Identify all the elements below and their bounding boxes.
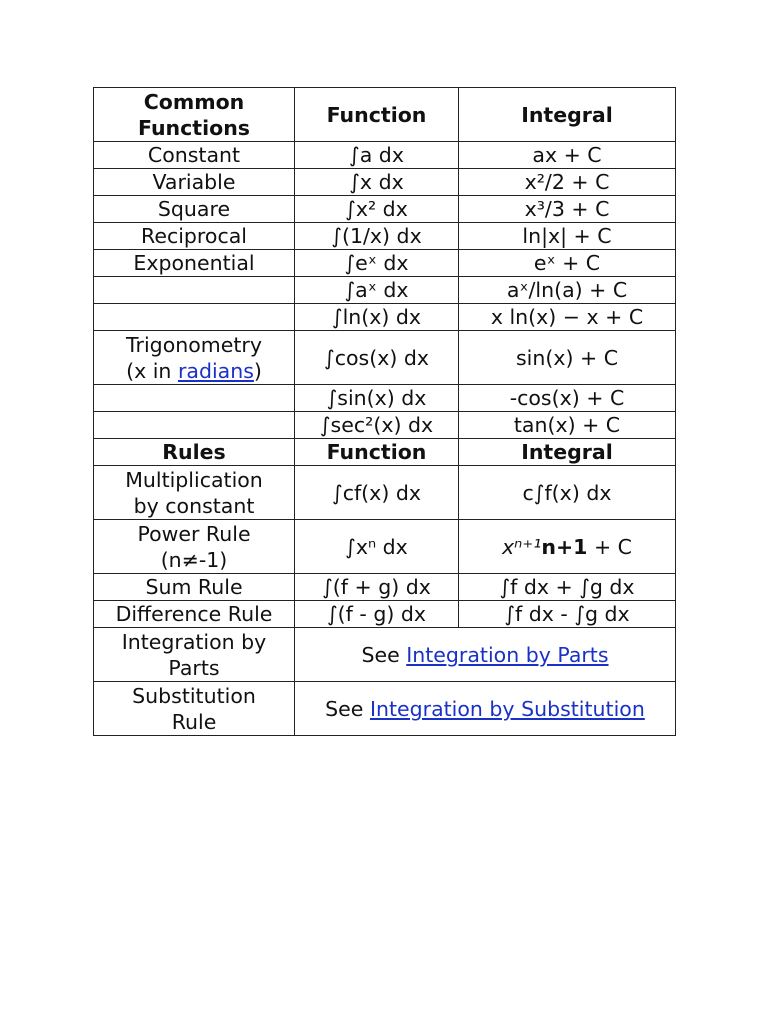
row-integral: eˣ + C <box>459 250 676 277</box>
table-header-row <box>94 88 676 142</box>
rule-function: ∫cf(x) dx <box>295 466 459 520</box>
row-integral: -cos(x) + C <box>459 385 676 412</box>
header-common-functions <box>94 88 295 142</box>
table-row <box>94 277 676 304</box>
trig-name <box>94 331 295 385</box>
rule-integral: ∫f dx - ∫g dx <box>459 601 676 628</box>
rule-name-line2: by constant <box>133 493 255 518</box>
integration-by-parts-link[interactable]: Integration by Parts <box>406 642 609 667</box>
rule-integral <box>459 520 676 574</box>
trig-name-line1: Trigonometry <box>126 332 262 357</box>
rule-name <box>94 682 295 736</box>
integrals-table <box>93 87 676 736</box>
rule-name <box>94 520 295 574</box>
row-function: ∫x² dx <box>295 196 459 223</box>
header-rules: Rules <box>94 439 295 466</box>
row-function: ∫(1/x) dx <box>295 223 459 250</box>
see-label: See <box>325 696 370 721</box>
table-row <box>94 142 676 169</box>
rule-row-sum <box>94 574 676 601</box>
rule-name: Sum Rule <box>94 574 295 601</box>
rule-name-line2: (n≠-1) <box>160 547 228 572</box>
header-common-line2: Functions <box>137 115 251 140</box>
rule-name-line1: Power Rule <box>137 521 251 546</box>
row-name: Constant <box>94 142 295 169</box>
row-integral: aˣ/ln(a) + C <box>459 277 676 304</box>
rule-integral: ∫f dx + ∫g dx <box>459 574 676 601</box>
row-function: ∫cos(x) dx <box>295 331 459 385</box>
row-name: Variable <box>94 169 295 196</box>
rule-row-substitution <box>94 682 676 736</box>
rule-row-parts <box>94 628 676 682</box>
rule-name <box>94 628 295 682</box>
rule-name: Difference Rule <box>94 601 295 628</box>
rule-function: ∫xⁿ dx <box>295 520 459 574</box>
row-name: Reciprocal <box>94 223 295 250</box>
radians-link[interactable]: radians <box>177 358 254 383</box>
table-row <box>94 196 676 223</box>
header-function: Function <box>295 88 459 142</box>
rule-name <box>94 466 295 520</box>
rule-row-power <box>94 520 676 574</box>
row-integral: tan(x) + C <box>459 412 676 439</box>
table-row <box>94 250 676 277</box>
table-row <box>94 412 676 439</box>
power-denominator: n+1 <box>541 534 588 559</box>
power-constant: + C <box>587 534 632 559</box>
row-function: ∫sin(x) dx <box>295 385 459 412</box>
substitution-see-cell <box>295 682 676 736</box>
row-integral: x³/3 + C <box>459 196 676 223</box>
table-row <box>94 169 676 196</box>
row-function: ∫ln(x) dx <box>295 304 459 331</box>
trig-suffix: ) <box>253 358 262 383</box>
row-function: ∫sec²(x) dx <box>295 412 459 439</box>
parts-see-cell <box>295 628 676 682</box>
rule-name-line1: Multiplication <box>125 467 263 492</box>
rules-header-row <box>94 439 676 466</box>
integration-by-substitution-link[interactable]: Integration by Substitution <box>369 696 645 721</box>
row-integral: ax + C <box>459 142 676 169</box>
header-integral: Integral <box>459 88 676 142</box>
rule-name-line1: Integration by <box>121 629 267 654</box>
row-name <box>94 277 295 304</box>
row-integral: x²/2 + C <box>459 169 676 196</box>
row-integral: ln|x| + C <box>459 223 676 250</box>
rule-name-line2: Parts <box>168 655 220 680</box>
row-name <box>94 412 295 439</box>
header-rules-function: Function <box>295 439 459 466</box>
header-common-line1: Common <box>143 89 245 114</box>
row-name <box>94 385 295 412</box>
row-function: ∫x dx <box>295 169 459 196</box>
row-name: Square <box>94 196 295 223</box>
table-row <box>94 304 676 331</box>
see-label: See <box>361 642 407 667</box>
power-numerator: xⁿ⁺¹ <box>502 534 542 559</box>
row-name <box>94 304 295 331</box>
rule-row-difference <box>94 601 676 628</box>
table-row <box>94 385 676 412</box>
trig-name-line2 <box>94 358 294 384</box>
row-integral: x ln(x) − x + C <box>459 304 676 331</box>
rule-name-line1: Substitution <box>132 683 256 708</box>
rule-name-line2: Rule <box>171 709 217 734</box>
row-function: ∫eˣ dx <box>295 250 459 277</box>
row-integral: sin(x) + C <box>459 331 676 385</box>
row-name: Exponential <box>94 250 295 277</box>
row-function: ∫aˣ dx <box>295 277 459 304</box>
rule-row-multiplication <box>94 466 676 520</box>
rule-integral: c∫f(x) dx <box>459 466 676 520</box>
table-row-trigonometry <box>94 331 676 385</box>
header-rules-integral: Integral <box>459 439 676 466</box>
rule-function: ∫(f - g) dx <box>295 601 459 628</box>
rule-function: ∫(f + g) dx <box>295 574 459 601</box>
row-function: ∫a dx <box>295 142 459 169</box>
trig-prefix: (x in <box>126 358 178 383</box>
table-row <box>94 223 676 250</box>
